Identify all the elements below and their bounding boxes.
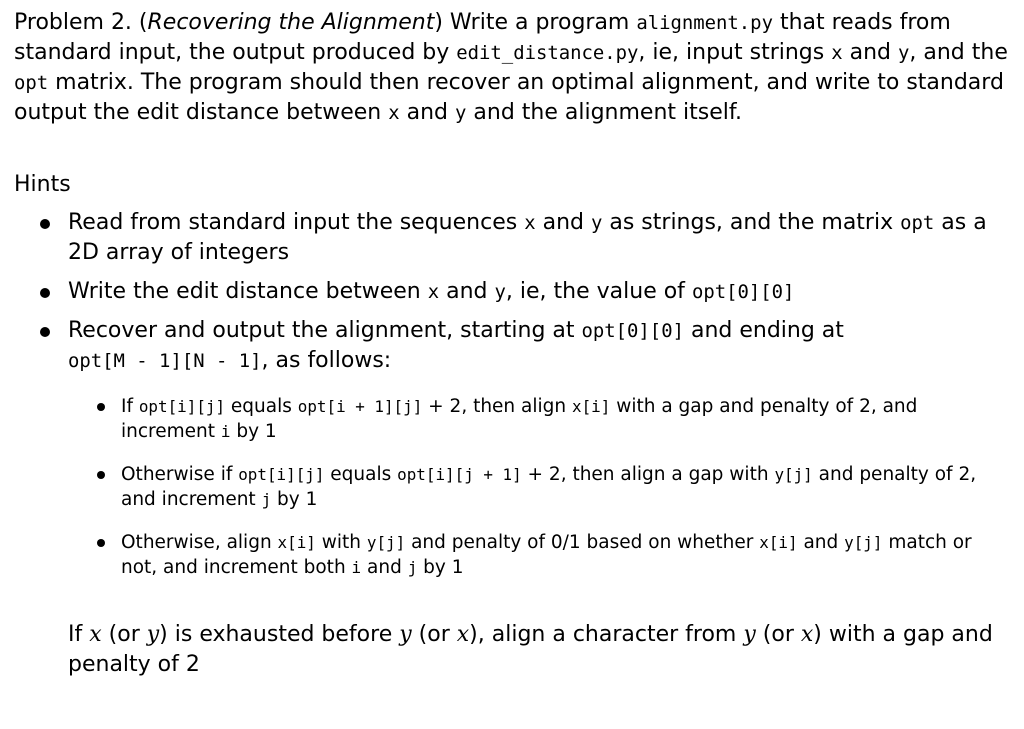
- rule-text: and: [797, 532, 845, 553]
- var-opt: opt: [900, 212, 935, 234]
- rule-text: If: [121, 396, 139, 417]
- rule-text: Otherwise, align: [121, 532, 278, 553]
- problem-title: Recovering the Alignment: [147, 10, 435, 35]
- var-x: x: [388, 102, 400, 124]
- rule-gap-in-x: [68, 462, 1010, 512]
- code-expr: y[j]: [366, 533, 406, 552]
- var-y: y: [590, 212, 603, 234]
- hint-text: , as follows:: [261, 348, 392, 373]
- problem-statement: [14, 8, 1010, 128]
- math-var: y: [399, 622, 412, 647]
- code-expr: j: [261, 490, 272, 509]
- note-text: (or: [101, 622, 147, 647]
- code-expr: x[i]: [759, 533, 798, 552]
- note-text: ) with a gap and penalty of 2: [68, 622, 993, 677]
- problem-text: and the alignment itself.: [466, 100, 743, 125]
- alignment-rules-list: [68, 394, 1010, 580]
- note-text: (or: [411, 622, 457, 647]
- rule-text: + 2, then align: [422, 396, 573, 417]
- code-expr: opt[i][j + 1]: [397, 465, 522, 484]
- rule-text: equals: [324, 464, 398, 485]
- math-var: x: [800, 622, 814, 647]
- rule-text: match or not, and increment both: [121, 532, 972, 578]
- hint-text: as strings, and the matrix: [602, 210, 901, 235]
- hints-list: [14, 208, 1010, 598]
- hint-write-distance: [14, 277, 1010, 307]
- rule-text: + 2, then align a gap with: [521, 464, 775, 485]
- rule-text: by 1: [271, 489, 318, 510]
- rule-text: and penalty of 0/1 based on whether: [405, 532, 760, 553]
- problem-text: matrix. The program should then recover an optimal alignment, and write to standard output the edit distance between: [14, 70, 1004, 125]
- rule-match-mismatch: [68, 530, 1010, 580]
- rule-gap-in-y: [68, 394, 1010, 444]
- problem-text: , and the: [909, 40, 1008, 65]
- note-text: If: [68, 622, 90, 647]
- problem-text: ) Write a program: [434, 10, 637, 35]
- problem-prefix: Problem 2. (: [14, 10, 148, 35]
- rule-text: equals: [225, 396, 298, 417]
- math-var: x: [89, 622, 102, 647]
- code-expr: y[j]: [774, 465, 813, 484]
- var-opt: opt: [14, 72, 49, 94]
- code-opt-start: opt[0][0]: [691, 281, 795, 303]
- var-x: x: [831, 42, 843, 64]
- filename-edit-distance: edit_distance.py: [456, 42, 639, 64]
- var-y: y: [898, 42, 910, 64]
- math-var: y: [146, 622, 160, 647]
- hint-read-input: [14, 208, 1010, 268]
- note-text: (or: [755, 622, 801, 647]
- hint-text: , ie, the value of: [505, 279, 692, 304]
- problem-text: and: [399, 100, 456, 125]
- code-expr: y[j]: [844, 533, 883, 552]
- rule-text: and penalty of 2, and increment: [121, 464, 977, 510]
- hint-text: Recover and output the alignment, starting at: [68, 318, 582, 343]
- hint-text: and: [439, 279, 495, 304]
- problem-text: , ie, input strings: [638, 40, 832, 65]
- rule-text: with: [315, 532, 367, 553]
- note-text: ) is exhausted before: [159, 622, 400, 647]
- rule-text: Otherwise if: [121, 464, 239, 485]
- code-opt-start: opt[0][0]: [581, 320, 684, 342]
- hint-text: and: [535, 210, 591, 235]
- exhausted-note: [68, 620, 1008, 680]
- problem-text: that reads from standard input, the output produced by: [14, 10, 951, 65]
- code-expr: opt[i][j]: [238, 465, 325, 484]
- hint-text: Write the edit distance between: [68, 279, 428, 304]
- filename-alignment: alignment.py: [636, 12, 773, 34]
- code-opt-end: opt[M - 1][N - 1]: [68, 350, 262, 372]
- code-expr: opt[i][j]: [138, 397, 226, 416]
- hint-recover-alignment: [14, 316, 1010, 580]
- var-y: y: [494, 281, 506, 303]
- code-expr: opt[i + 1][j]: [297, 397, 423, 416]
- hint-text: and ending at: [683, 318, 844, 343]
- problem-text: and: [842, 40, 898, 65]
- code-expr: j: [407, 558, 418, 577]
- math-var: y: [743, 622, 756, 647]
- hint-text: Read from standard input the sequences: [68, 210, 525, 235]
- rule-text: and: [361, 557, 408, 578]
- code-expr: i: [351, 558, 362, 577]
- note-text: ), align a character from: [469, 622, 744, 647]
- code-expr: x[i]: [572, 397, 611, 416]
- var-x: x: [427, 281, 440, 303]
- code-expr: i: [220, 422, 231, 441]
- rule-text: by 1: [230, 421, 277, 442]
- var-y: y: [455, 102, 467, 124]
- hint-text: as a 2D array of integers: [68, 210, 987, 265]
- math-var: x: [456, 622, 470, 647]
- code-expr: x[i]: [277, 533, 316, 552]
- hints-heading: Hints: [14, 172, 71, 197]
- rule-text: with a gap and penalty of 2, and increment: [121, 396, 918, 442]
- var-x: x: [524, 212, 536, 234]
- rule-text: by 1: [417, 557, 464, 578]
